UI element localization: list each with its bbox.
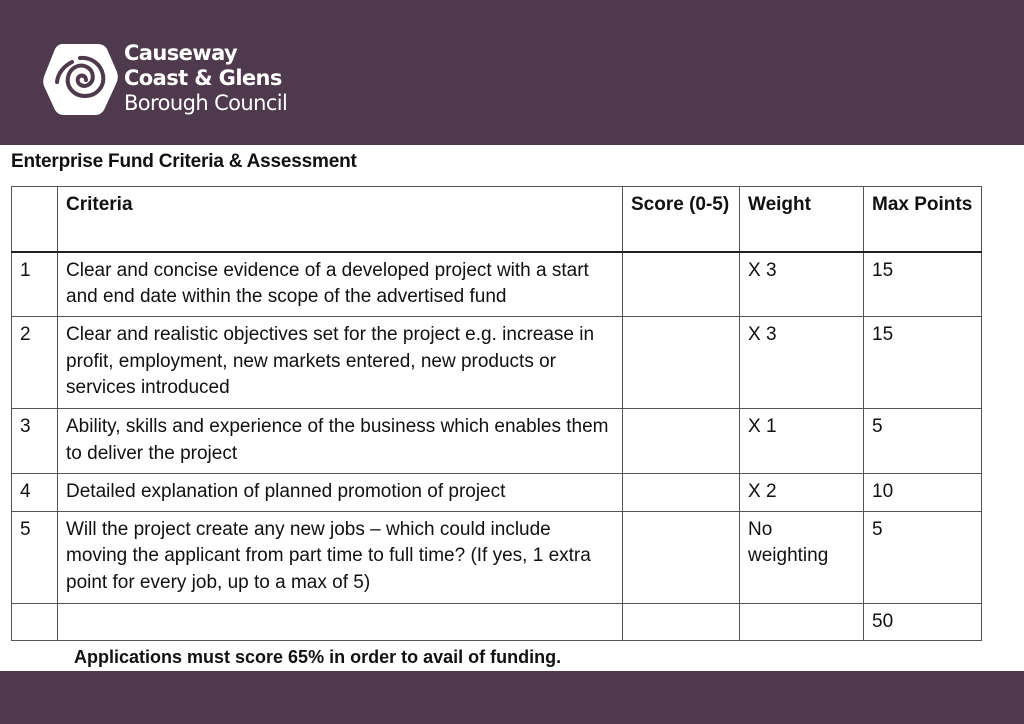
row-score	[623, 317, 740, 409]
row-score	[623, 474, 740, 512]
total-weight	[740, 603, 864, 641]
total-criteria	[58, 603, 623, 641]
spiral-hexagon-icon	[42, 42, 118, 116]
row-score	[623, 252, 740, 317]
row-weight: X 3	[740, 317, 864, 409]
header-number	[12, 187, 58, 252]
row-criteria: Will the project create any new jobs – which could include moving the applicant from part time to full time? (If yes, 1 extra point for every job, up to a max of 5)	[58, 511, 623, 603]
row-criteria: Clear and concise evidence of a developed project with a start and end date within the scope of the advertised fund	[58, 252, 623, 317]
row-criteria: Clear and realistic objectives set for the project e.g. increase in profit, employment, new markets entered, new products or services introduced	[58, 317, 623, 409]
row-max-points: 5	[864, 511, 982, 603]
row-weight: X 3	[740, 252, 864, 317]
header-max-points: Max Points	[864, 187, 982, 252]
row-criteria: Detailed explanation of planned promotion of project	[58, 474, 623, 512]
row-number: 3	[12, 409, 58, 474]
table-row	[12, 317, 982, 409]
council-logo	[42, 42, 302, 116]
row-number: 1	[12, 252, 58, 317]
logo-wordmark	[124, 41, 287, 116]
total-score	[623, 603, 740, 641]
row-max-points: 10	[864, 474, 982, 512]
total-number	[12, 603, 58, 641]
table-row	[12, 474, 982, 512]
header-weight: Weight	[740, 187, 864, 252]
row-criteria: Ability, skills and experience of the business which enables them to deliver the project	[58, 409, 623, 474]
table-row	[12, 252, 982, 317]
header-band	[0, 0, 1024, 145]
header-score: Score (0-5)	[623, 187, 740, 252]
row-number: 4	[12, 474, 58, 512]
logo-line-2: Coast & Glens	[124, 66, 282, 90]
table-row	[12, 511, 982, 603]
logo-line-1: Causeway	[124, 41, 238, 65]
total-max-points: 50	[864, 603, 982, 641]
criteria-table	[11, 186, 982, 641]
table-total-row	[12, 603, 982, 641]
row-max-points: 5	[864, 409, 982, 474]
row-score	[623, 511, 740, 603]
funding-threshold-note: Applications must score 65% in order to avail of funding.	[74, 647, 562, 667]
row-number: 5	[12, 511, 58, 603]
row-score	[623, 409, 740, 474]
document-title: Enterprise Fund Criteria & Assessment	[11, 151, 357, 172]
table-row	[12, 409, 982, 474]
header-criteria: Criteria	[58, 187, 623, 252]
logo-line-3: Borough Council	[124, 91, 288, 115]
footer-band	[0, 671, 1024, 724]
table-header-row	[12, 187, 982, 252]
row-max-points: 15	[864, 252, 982, 317]
row-weight: X 1	[740, 409, 864, 474]
row-weight: X 2	[740, 474, 864, 512]
row-max-points: 15	[864, 317, 982, 409]
row-weight: No weighting	[740, 511, 864, 603]
row-number: 2	[12, 317, 58, 409]
